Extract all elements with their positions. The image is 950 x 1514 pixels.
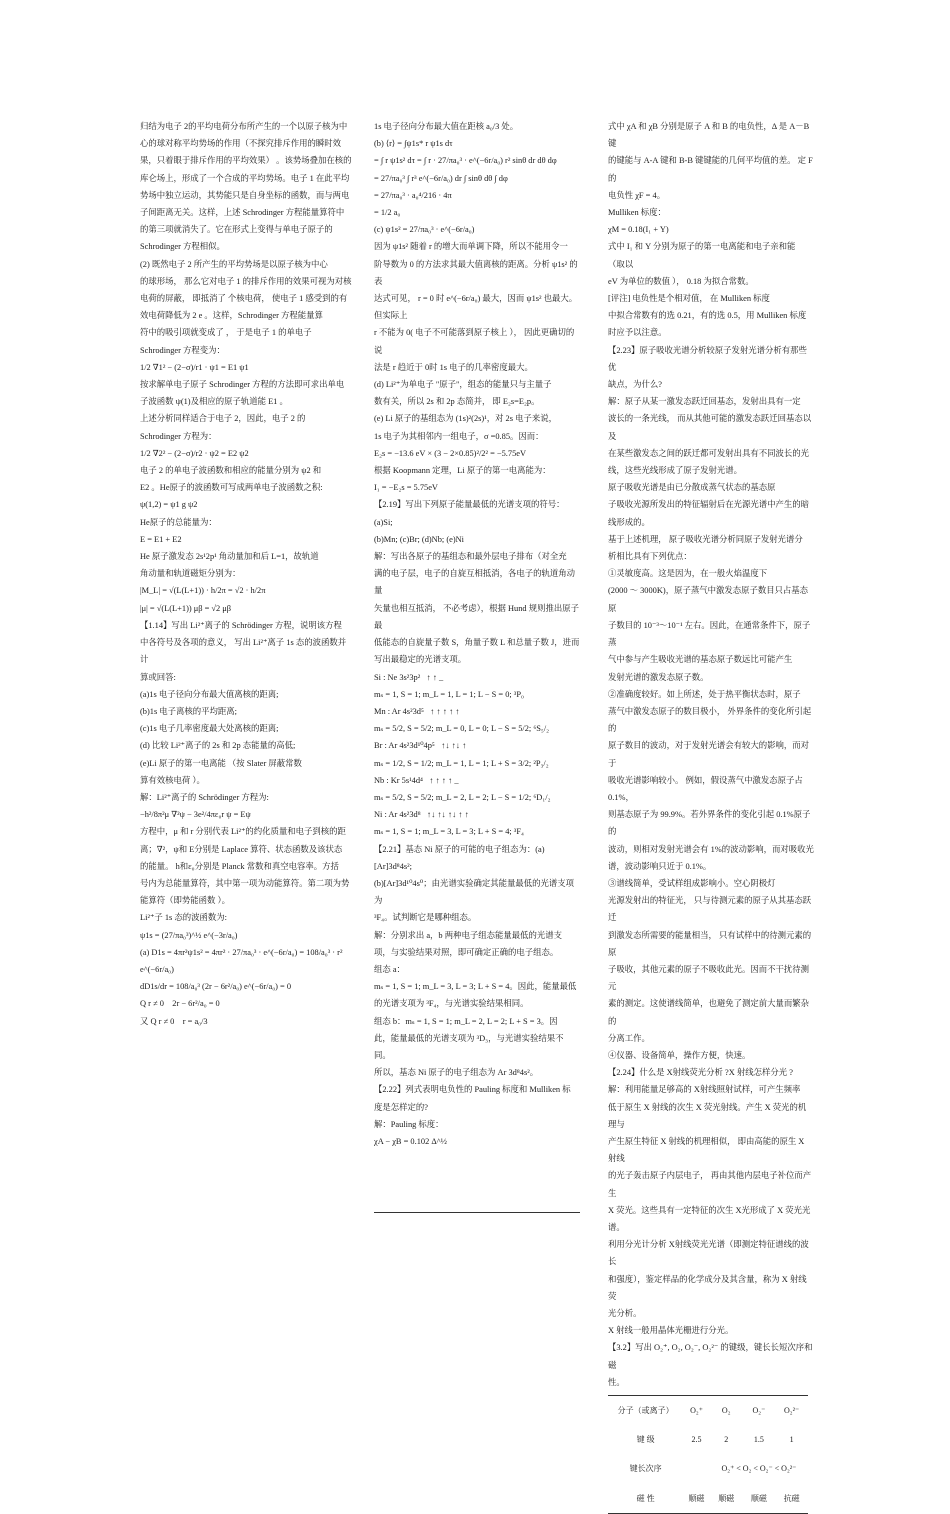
text-line: 中拟合常数有的选 0.21，有的选 0.5，用 Mulliken 标度 [608,311,807,321]
text-line: χM = 0.18(I₁ + Y) [608,225,669,235]
table-row [608,1454,808,1483]
text-line: E = E1 + E2 [140,534,182,544]
text-line: 和强度），鉴定样品的化学成分及其含量，称为 X 射线荧 [608,1274,807,1301]
column-middle [374,118,580,1150]
text-line: (d) Li²⁺为单电子 "原子"，组态的能量只与主量子 [374,380,552,390]
text-line: 1s 电子径向分布最大值在距核 a₀/3 处。 [374,122,519,131]
text-line: 蒸气中激发态原子的数目极小， 外界条件的变化所引起的 [608,706,812,734]
text-line: r 不能为 0( 电子不可能落到原子核上 ）， 因此更确切的说 [374,328,575,355]
table-row [608,1396,808,1426]
text-line: 波长的一条光线， 而从其他可能的激发态跃迁回基态以及 [608,414,812,441]
text-line: 式中 χA 和 χB 分别是原子 A 和 B 的电负性，Δ 是 A－B 键 [608,122,812,149]
text-line: = 27/πa₀³ · a₀⁴/216 · 4π [374,190,452,200]
bond-order-table [608,1395,808,1514]
text-line: 解：写出各原子的基组态和最外层电子排布（对全充 [374,552,567,562]
text-line: 解：利用能量足够高的 X射线照射试样，可产生频率 [608,1085,801,1095]
text-line: 效电荷降低为 2 e 。这样，Schrodinger 方程能量算 [140,311,323,321]
text-line: Mn : Ar 4s²3d⁵ ↑ ↑ ↑ ↑ ↑ [374,706,460,716]
text-line: 中各符号及各项的意义， 写出 Li²⁺离子 1s 态的波函数并计 [140,638,347,665]
column-divider-rule [374,1212,580,1213]
text-line: [评注] 电负性是个相对值， 在 Mulliken 标度 [608,294,770,304]
text-line: 利用分光计分析 X射线荧光光谱（即测定特征谱线的波长 [608,1240,809,1267]
text-line: 归结为电子 2的平均电荷分布所产生的一个以原子核为中 [140,122,348,131]
text-line: (b) ⟨r⟩ = ∫ψ1s* r ψ1s dτ [374,139,453,149]
text-line: 写出最稳定的光谱支项。 [374,655,467,665]
text-line: 缺点，为什么? [608,380,662,390]
text-line: 则基态原子为 99.9%。若外界条件的变化引起 0.1%原子的 [608,810,811,837]
text-line: 组态 b：mₛ = 1, S = 1; m_L = 2, L = 2; L + S = 3。因 [374,1016,558,1026]
text-line: 1/2 ∇2² − (2−σ)/r2 · ψ2 = E2 ψ2 [140,448,249,458]
text-line: 算或回答: [140,672,176,682]
text-line: 电子 2 的单电子波函数和相应的能量分别为 ψ2 和 [140,466,322,476]
text-line: 阶导数为 0 的方法求其最大值离核的距离。分析 ψ1s² 的表 [374,259,578,286]
text-line: X 射线一般用晶体光栅进行分光。 [608,1326,734,1336]
text-line: Schrodinger 方程为： [140,431,217,441]
text-line: 时应予以注意。 [608,328,667,338]
table-cell: 1.5 [753,1435,764,1445]
text-line: 满的电子层，电子的自旋互相抵消，各电子的轨道角动量 [374,569,575,596]
text-line: ④仪器、设备简单，操作方便，快速。 [608,1050,751,1060]
text-line: 到激发态所需要的能量相当， 只有试样中的待测元素的原 [608,930,812,957]
text-line: 解：原子从某一激发态跃迁回基态，发射出具有一定 [608,397,801,407]
text-line: |M_L| = √(L(L+1)) · h/2π = √2 · h/2π [140,586,266,596]
text-line: Br : Ar 4s²3d¹⁰4p⁵ ↑↓ ↑↓ ↑ [374,741,467,751]
text-line: 心的球对称平均势场的作用（不探究排斥作用的瞬时效 [140,139,341,149]
table-cell: 顺磁 [710,1484,743,1514]
text-line: 光分析。 [608,1309,642,1319]
text-line: ψ(1,2) = ψ1 g ψ2 [140,500,198,510]
text-line: Nb : Kr 5s¹4d⁴ ↑ ↑ ↑ ↑ _ [374,775,459,785]
text-line: 解：分别求出 a，b 两种电子组态能量最低的光谱支 [374,930,562,940]
table-cell: 顺磁 [683,1484,710,1514]
text-line: 【2.19】写出下列原子能量最低的光谱支项的符号：(a)Si; [374,500,565,527]
text-line: 的能量。 h和ε₀分别是 Planck 常数和真空电容率。方括 [140,861,339,871]
text-line: (2000 ～ 3000K)，原子蒸气中激发态原子数目只占基态原 [608,586,809,613]
text-line: 低能态的自旋量子数 S，角量子数 L 和总量子数 J，进而 [374,638,580,648]
text-line: 析相比具有下列优点： [608,552,692,562]
table-cell: 2.5 [691,1435,702,1445]
text-line: 发射光谱的激发态原子数。 [608,672,709,682]
text-line: 线，这些光线形成了原子发射光谱。 [608,466,742,476]
text-line: 根据 Koopmann 定理，Li 原子的第一电离能为： [374,466,551,476]
text-line: mₛ = 1, S = 1; m_L = 3, L = 3; L + S = 4。因此，能量最低 [374,982,577,992]
table-cell: 2 [724,1435,729,1445]
text-line: = 1/2 a₀ [374,208,401,218]
text-line: 气中参与产生吸收光谱的基态原子数远比可能产生 [608,655,793,665]
table-cell: O₂⁺ [683,1396,710,1426]
text-line: 因为 ψ1s² 随着 r 的增大而单调下降，所以不能用令一 [374,242,568,252]
text-line: E₂s = −13.6 eV × (3 − 2×0.85)²/2² = −5.75eV [374,448,527,458]
text-line: = 27/πa₀³ ∫ r³ e^(−6r/a₀) dr ∫ sinθ dθ ∫ dφ [374,173,508,183]
text-line: 的球形场， 那么它对电子 1 的排斥作用的效果可视为对核 [140,276,352,286]
text-line: 电荷的屏蔽， 即抵消了 个核电荷， 使电子 1 感受到的有 [140,294,348,304]
text-line: 【3.2】写出 O₂⁺, O₂, O₂⁻, O₂²⁻ 的键级，键长长短次序和磁 [608,1343,813,1370]
text-line: 1/2 ∇1² − (2−σ)/r1 · ψ1 = E1 ψ1 [140,362,249,372]
text-line: 的光子轰击原子内层电子， 再由其他内层电子补位而产生 [608,1171,812,1198]
text-line: 【2.23】原子吸收光谱分析较原子发射光谱分析有那些优 [608,345,807,372]
text-line: 此，能量最低的光谱支项为 ³D₃，与光谱实验结果不同。 [374,1033,564,1060]
table-cell: 键长次序 [629,1464,662,1474]
text-line: 子间距离无关。这样，上述 Schrodinger 方程能量算符中 [140,208,345,218]
text-line: 基于上述机理， 原子吸收光谱分析同原子发射光谱分 [608,534,803,544]
text-line: (d) 比较 Li²⁺离子的 2s 和 2p 态能量的高低; [140,741,296,751]
text-line: 性。 [608,1377,625,1387]
text-line: mₛ = 1, S = 1; m_L = 3, L = 3; L + S = 4; ³F₄ [374,827,524,837]
text-line: (b)[Ar]3d¹⁰4s⁰；由光谱实验确定其能量最低的光谱支项为 [374,878,574,906]
text-line: (c)1s 电子几率密度最大处离核的距离; [140,724,279,734]
column-left [140,118,352,1030]
text-line: He原子的总能量为： [140,517,217,527]
text-line: I₁ = −E₂s = 5.75eV [374,483,438,493]
text-line: 度是怎样定的? [374,1102,428,1112]
text-line: Si : Ne 3s²3p² ↑ ↑ _ [374,672,444,682]
text-line: (c) ψ1s² = 27/πa₀³ · e^(−6r/a₀) [374,225,475,235]
table-cell: 分子（或离子） [608,1396,683,1426]
text-line: 原子吸收光谱是由已分散成蒸气状态的基态原 [608,483,776,493]
text-line: (2) 既然电子 2 所产生的平均势场是以原子核为中心 [140,259,328,269]
text-line: 【2.21】基态 Ni 原子的可能的电子组态为：(a)[Ar]3d⁸4s²; [374,844,545,871]
table-cell: 抗磁 [775,1484,808,1514]
text-line: Mulliken 标度： [608,208,666,218]
text-line: 项，与实验结果对照，即可确定正确的电子组态。 [374,947,559,957]
text-line: Q r ≠ 0 2r − 6r²/a₀ = 0 [140,999,220,1009]
table-cell: O₂⁺ < O₂ < O₂⁻ < O₂²⁻ [721,1464,797,1474]
text-line: 角动量和轨道磁矩分别为： [140,569,241,579]
text-line: 吸收光谱影响较小。 例如，假设蒸气中激发态原子占 0.1%， [608,775,805,802]
text-line: 的第三项就消失了。它在形式上变得与单电子原子的 [140,225,333,235]
text-line: (a) D1s = 4πr²ψ1s² = 4πr² · 27/πa₀³ · e^(−6r/a₀) = 108/a₀³ · r² e^(−6r/a₀) [140,947,345,974]
text-line: 光源发射出的特征光， 只与待测元素的原子从其基态跃迁 [608,896,812,923]
text-line: 算有效核电荷 ）。 [140,775,205,785]
text-line: 低于原生 X 射线的次生 X 荧光射线。产生 X 荧光的机理与 [608,1102,807,1129]
text-line: 离；∇²，ψ和 E分别是 Laplace 算符、状态函数及该状态 [140,844,343,854]
text-line: (a)1s 电子径向分布最大值离核的距离; [140,689,279,699]
text-line: Schrodinger 方程变为： [140,345,225,355]
text-line: 【1.14】写出 Li²⁺离子的 Schrödinger 方程，说明该方程 [140,620,342,630]
text-line: 数有关，所以 2s 和 2p 态简并， 即 E₂s=E₂p。 [374,397,540,407]
table-cell: 磁 性 [608,1484,683,1514]
table-row [608,1484,808,1514]
text-line: 势场中独立运动，其势能只是自身坐标的函数，而与两电 [140,190,350,200]
text-line: 谱，波动影响只近于 0.1%。 [608,861,712,871]
text-line: eV 为单位的数值 ）， 0.18 为拟合常数。 [608,276,754,286]
table-cell: O₂⁻ [743,1396,776,1426]
text-line: ³F₄。试判断它是哪种组态。 [374,913,477,923]
text-line: He 原子激发态 2s¹2p¹ 角动量加和后 L=1，故轨道 [140,552,319,562]
text-line: 解：Li²⁺离子的 Schrödinger 方程为: [140,792,269,802]
text-line: 的光谱支项为 ³F₄，与光谱实验结果相同。 [374,999,529,1009]
text-line: Ni : Ar 4s²3d⁸ ↑↓ ↑↓ ↑↓ ↑ ↑ [374,810,469,820]
table-cell: 顺磁 [743,1484,776,1514]
text-line: 在某些激发态之间的跃迁都可发射出具有不同波长的光 [608,448,809,458]
text-line: Schrodinger 方程相似。 [140,242,225,252]
bond-order-table-wrap [608,1395,814,1514]
text-line: 子数目的 10⁻³～10⁻¹ 左右。因此，在通常条件下，原子蒸 [608,620,811,648]
text-line: (e) Li 原子的基组态为 (1s)²(2s)¹，对 2s 电子来说， [374,414,557,424]
text-line: 线形成的。 [608,517,650,527]
text-line: mₛ = 1/2, S = 1/2; m_L = 1, L = 1; L + S = 3/2; ²P₃/₂ [374,758,549,768]
text-line: (b)Mn; (c)Br; (d)Nb; (e)Ni [374,534,465,544]
text-line: ③谱线简单，受试样组成影响小。空心阴极灯 [608,878,776,888]
text-line: 【2.22】列式表明电负性的 Pauling 标度和 Mulliken 标 [374,1085,571,1095]
text-line: 按求解单电子原子 Schrodinger 方程的方法即可求出单电 [140,380,345,390]
text-line: 所以，基态 Ni 原子的电子组态为 Ar 3d⁸4s²。 [374,1068,539,1078]
text-line: 法是 r 趋近于 0时 1s 电子的几率密度最大。 [374,362,533,372]
table-row [608,1425,808,1454]
text-line: mₛ = 5/2, S = 5/2; m_L = 2, L = 2; L − S = 1/2; ⁶D₁/₂ [374,792,551,802]
text-line: 方程中，μ 和 r 分别代表 Li²⁺的约化质量和电子到核的距 [140,827,346,837]
text-line: 解：Pauling 标度： [374,1119,444,1129]
text-line: Li²⁺子 1s 态的波函数为: [140,913,227,923]
text-line: mₛ = 1, S = 1; m_L = 1, L = 1; L − S = 0; ³P₀ [374,689,524,699]
text-line: −h²/8π²μ ∇²ψ − 3e²/4πε₀r ψ = Eψ [140,810,251,820]
text-line: 符中的吸引项就变成了 ， 于是电子 1 的单电子 [140,328,312,338]
text-line: 号内为总能量算符，其中第一项为动能算符。第二项为势 [140,878,350,888]
table-cell: 1 [789,1435,794,1445]
column-right [608,118,814,1514]
table-cell: O₂²⁻ [775,1396,808,1426]
text-line: χA − χB = 0.102 Δ^½ [374,1136,447,1146]
text-line: 式中 I₁ 和 Y 分别为原子的第一电离能和电子亲和能 （取以 [608,242,798,269]
text-line: (b)1s 电子离核的平均距离; [140,706,238,716]
text-line: (e)Li 原子的第一电离能 （按 Slater 屏蔽常数 [140,758,302,768]
text-line: 波动，则相对发射光谱会有 1%的波动影响，而对吸收光 [608,844,814,854]
text-line: X 荧光。这些具有一定特征的次生 X光形成了 X 荧光光谱。 [608,1205,811,1232]
text-line: 达式可见， r = 0 时 e^(−6r/a₀) 最大，因而 ψ1s² 也最大。但实际上 [374,294,578,321]
text-line: 能算符（即势能函数 ）。 [140,896,231,906]
table-cell [683,1454,710,1483]
text-line: 果，只着眼于排斥作用的平均效果） 。该势场叠加在核的 [140,156,352,166]
text-line: 矢量也相互抵消， 不必考虑），根据 Hund 规则推出原子最 [374,603,579,630]
text-line: 库仑场上，形成了一个合成的平均势场。电子 1 在此平均 [140,173,350,183]
text-line: E2 。He原子的波函数可写成两单电子波函数之积: [140,483,323,493]
text-line: mₛ = 5/2, S = 5/2; m_L = 0, L = 0; L − S = 5/2; ⁶S₅/₂ [374,724,550,734]
text-line: 的键能与 A-A 键和 B-B 键键能的几何平均值的差。 定 F 的 [608,156,815,183]
text-line: 子吸收光源所发出的特征辐射后在光源光谱中产生的暗 [608,500,809,510]
text-line: 子吸收，其他元素的原子不吸收此光。因而不干扰待测元 [608,964,809,992]
table-cell: O₂ [710,1396,743,1426]
text-line: 产生原生特征 X 射线的机理相似， 即由高能的原生 X 射线 [608,1136,807,1164]
text-line: 素的测定。这使谱线简单，也避免了测定前大量而繁杂的 [608,999,809,1026]
text-line: 分离工作。 [608,1033,650,1043]
text-line: ①灵敏度高。这是因为，在一般火焰温度下 [608,569,768,579]
text-line: 1s 电子为其相邻内一组电子，σ =0.85。因而： [374,431,544,441]
text-line: ψ1s = (27/πa₀³)^½ e^(−3r/a₀) [140,930,238,940]
text-line: ②准确度较好。如上所述，处于热平衡状态时，原子 [608,689,801,699]
text-line: dD1s/dr = 108/a₀³ (2r − 6r²/a₀) e^(−6r/a₀) = 0 [140,982,292,992]
text-line: 【2.24】什么是 X射线荧光分析 ?X 射线怎样分光 ? [608,1068,793,1078]
table-cell: 键 级 [636,1435,655,1445]
text-line: 原子数目的波动，对于发射光谱会有较大的影响，而对于 [608,741,809,768]
text-line: 子波函数 ψ(1)及相应的原子轨道能 E1 。 [140,397,288,407]
text-line: = ∫ r ψ1s² dτ = ∫ r · 27/πa₀³ · e^(−6r/a₀) r² sinθ dr dθ dφ [374,156,557,166]
text-line: 电负性 χF = 4。 [608,190,666,200]
text-line: 又 Q r ≠ 0 r = a₀/3 [140,1016,208,1026]
text-line: 上述分析同样适合于电子 2，因此，电子 2 的 [140,414,306,424]
text-line: |μ| = √(L(L+1)) μβ = √2 μβ [140,603,232,613]
text-line: 组态 a： [374,964,405,974]
